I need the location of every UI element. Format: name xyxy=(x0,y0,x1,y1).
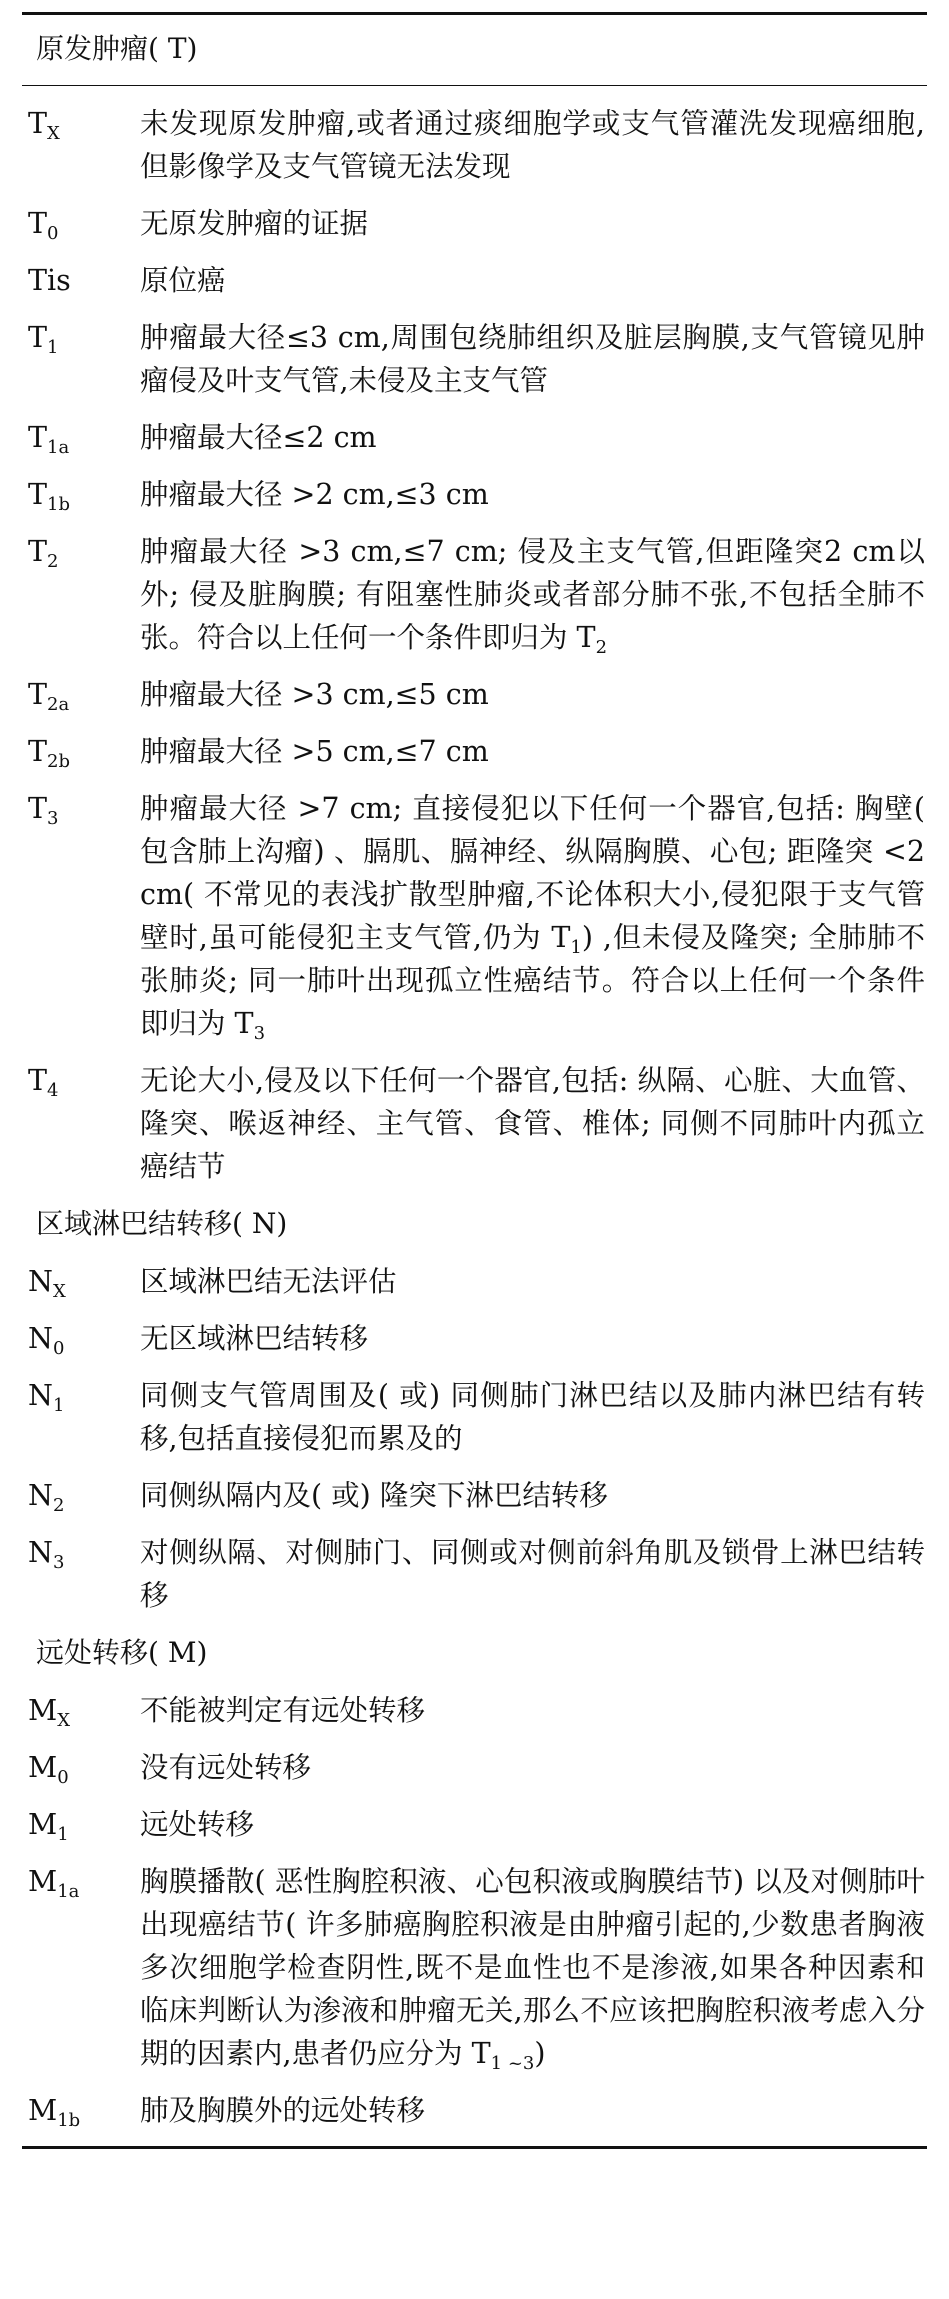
table-row xyxy=(22,1803,927,1846)
stage-code: $T_2$ xyxy=(28,535,59,572)
stage-code: $T_X$ xyxy=(28,107,60,144)
stage-description: 原位癌 xyxy=(140,264,226,297)
section-title-n: 区域淋巴结转移( N) xyxy=(36,1207,288,1240)
table-row xyxy=(22,673,927,716)
stage-code: $M_X$ xyxy=(28,1694,71,1731)
table-row xyxy=(22,530,927,659)
section-title-m: 远处转移( M) xyxy=(36,1636,208,1669)
stage-code: $N_X$ xyxy=(28,1265,66,1302)
stage-description: 区域淋巴结无法评估 xyxy=(140,1265,397,1298)
stage-description: 肿瘤最大径≤2 cm xyxy=(140,421,377,454)
table-row xyxy=(22,1260,927,1303)
stage-code: $M_1$ xyxy=(28,1808,69,1845)
top-rule xyxy=(22,12,927,15)
table-row xyxy=(22,1317,927,1360)
stage-code: $M_{1b}$ xyxy=(28,2094,81,2131)
table-row xyxy=(22,1860,927,2075)
stage-description: 胸膜播散( 恶性胸腔积液、心包积液或胸膜结节) 以及对侧肺叶出现癌结节( 许多肺癌胸腔积液是由肿瘤引起的,少数患者胸液多次细胞学检查阴性,既不是血性也不是渗液,如果各种因素和临床判断认为渗液和肿瘤无关,那么不应该把胸腔积液考虑入分期的因素内,患者仍应分为 $T_{1 \sim 3}$) xyxy=(140,1865,925,2074)
stage-description: 肿瘤最大径≤3 cm,周围包绕肺组织及脏层胸膜,支气管镜见肿瘤侵及叶支气管,未侵及主支气管 xyxy=(140,321,925,397)
stage-code: $T_{1a}$ xyxy=(28,421,70,458)
stage-description: 对侧纵隔、对侧肺门、同侧或对侧前斜角肌及锁骨上淋巴结转移 xyxy=(140,1536,925,1612)
stage-code: $M_{1a}$ xyxy=(28,1865,80,1902)
stage-description: 无原发肿瘤的证据 xyxy=(140,207,369,240)
stage-code: $N_2$ xyxy=(28,1479,65,1516)
bottom-rule xyxy=(22,2146,927,2149)
stage-description: 肿瘤最大径 >3 cm,≤7 cm; 侵及主支气管,但距隆突2 cm以外; 侵及脏胸膜; 有阻塞性肺炎或者部分肺不张,不包括全肺不张。符合以上任何一个条件即归为 $T_2$ xyxy=(140,535,925,658)
stage-code: $T_1$ xyxy=(28,321,59,358)
table-row xyxy=(22,787,927,1045)
table-row xyxy=(22,102,927,188)
header-rule xyxy=(22,85,927,86)
stage-code: $N_3$ xyxy=(28,1536,65,1573)
table-row xyxy=(22,473,927,516)
stage-code: $M_0$ xyxy=(28,1751,69,1788)
stage-description: 肿瘤最大径 >2 cm,≤3 cm xyxy=(140,478,489,511)
stage-code: $T_{1b}$ xyxy=(28,478,70,515)
table-row xyxy=(22,1474,927,1517)
stage-code: $T_{2b}$ xyxy=(28,735,70,772)
table-row xyxy=(22,2089,927,2132)
stage-code: $N_1$ xyxy=(28,1379,65,1416)
table-row xyxy=(22,1746,927,1789)
stage-code: $N_0$ xyxy=(28,1322,65,1359)
table-row xyxy=(22,1374,927,1460)
stage-description: 不能被判定有远处转移 xyxy=(140,1694,426,1727)
table-row xyxy=(22,259,927,302)
stage-code: $T_4$ xyxy=(28,1064,59,1101)
stage-description: 同侧纵隔内及( 或) 隆突下淋巴结转移 xyxy=(140,1479,608,1512)
stage-description: 肺及胸膜外的远处转移 xyxy=(140,2094,426,2127)
table-row xyxy=(22,1059,927,1188)
table-row xyxy=(22,202,927,245)
stage-description: 无论大小,侵及以下任何一个器官,包括: 纵隔、心脏、大血管、隆突、喉返神经、主气管、食管、椎体; 同侧不同肺叶内孤立癌结节 xyxy=(140,1064,925,1183)
stage-description: 肿瘤最大径 >3 cm,≤5 cm xyxy=(140,678,489,711)
stage-description: 未发现原发肿瘤,或者通过痰细胞学或支气管灌洗发现癌细胞,但影像学及支气管镜无法发现 xyxy=(140,107,925,183)
stage-code: $T_3$ xyxy=(28,792,59,829)
stage-description: 肿瘤最大径 >5 cm,≤7 cm xyxy=(140,735,489,768)
stage-code: Tis xyxy=(28,264,71,297)
stage-description: 同侧支气管周围及( 或) 同侧肺门淋巴结以及肺内淋巴结有转移,包括直接侵犯而累及的 xyxy=(140,1379,925,1455)
stage-description: 肿瘤最大径 >7 cm; 直接侵犯以下任何一个器官,包括: 胸壁( 包含肺上沟瘤) 、膈肌、膈神经、纵隔胸膜、心包; 距隆突 <2 cm( 不常见的表浅扩散型肿瘤,不论体积大小,侵犯限于支气管壁时,虽可能侵犯主支气管,仍为 $T_1$) ,但未侵及隆突; 全肺肺不张肺炎; 同一肺叶出现孤立性癌结节。符合以上任何一个条件即归为 $T_3$ xyxy=(140,792,925,1044)
section-title-t: 原发肿瘤( T) xyxy=(36,32,198,65)
table-row xyxy=(22,1531,927,1617)
table-row xyxy=(22,316,927,402)
stage-description: 远处转移 xyxy=(140,1808,255,1841)
table-row xyxy=(22,416,927,459)
tnm-staging-table xyxy=(22,12,927,2149)
stage-description: 无区域淋巴结转移 xyxy=(140,1322,369,1355)
table-row xyxy=(22,730,927,773)
stage-description: 没有远处转移 xyxy=(140,1751,312,1784)
stage-code: $T_{2a}$ xyxy=(28,678,70,715)
table-row xyxy=(22,1689,927,1732)
stage-code: $T_0$ xyxy=(28,207,59,244)
